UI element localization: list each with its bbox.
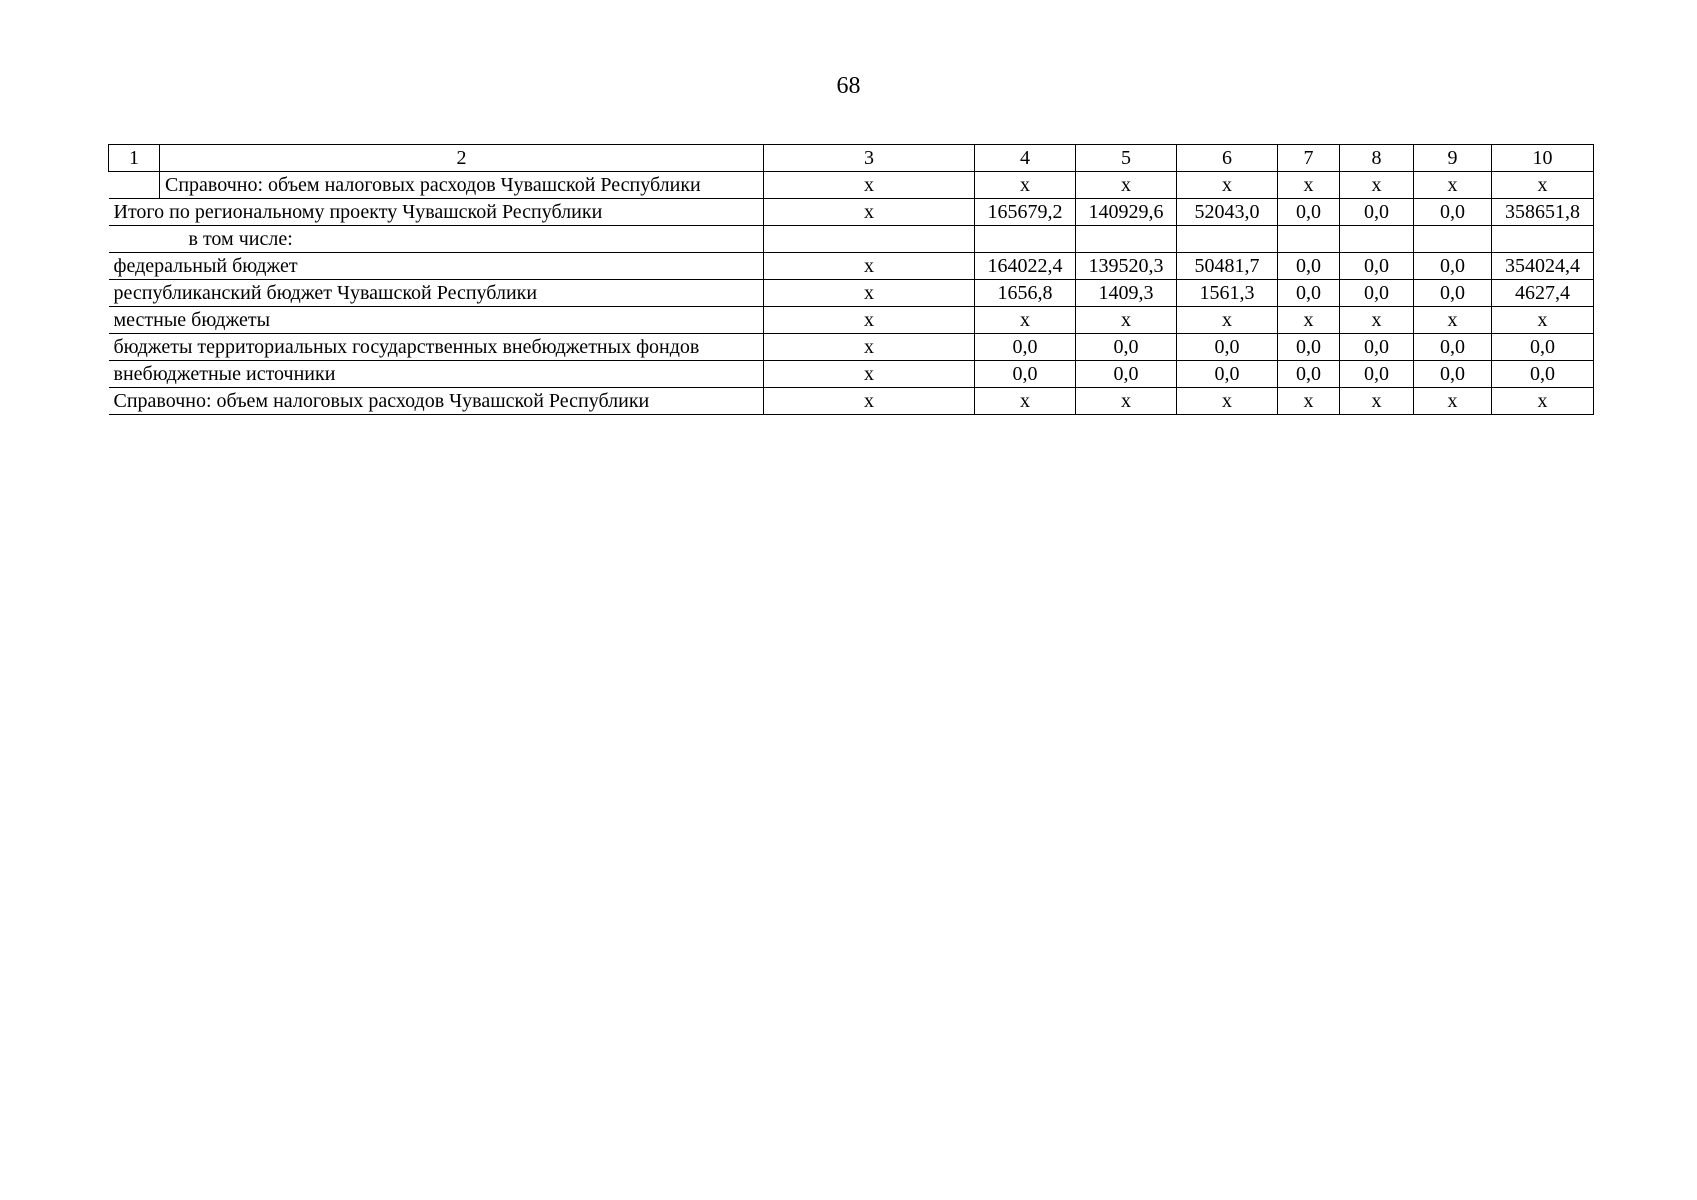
row-value: 1656,8 — [975, 280, 1076, 307]
header-cell: 7 — [1278, 145, 1340, 172]
header-cell: 1 — [109, 145, 160, 172]
row-value: x — [1340, 307, 1414, 334]
row-value: 50481,7 — [1177, 253, 1278, 280]
header-cell: 2 — [160, 145, 764, 172]
table-row — [109, 199, 1594, 226]
row-value: 0,0 — [1340, 280, 1414, 307]
row-value: x — [1340, 388, 1414, 415]
row-value: x — [764, 280, 975, 307]
row-value: 0,0 — [1340, 199, 1414, 226]
row-value: x — [1076, 307, 1177, 334]
row-value: 0,0 — [1340, 361, 1414, 388]
header-cell: 6 — [1177, 145, 1278, 172]
table-row — [109, 172, 1594, 199]
row-value: 0,0 — [1414, 199, 1492, 226]
row-value: 0,0 — [1278, 361, 1340, 388]
row-value: 0,0 — [1340, 334, 1414, 361]
row-value: 0,0 — [1076, 361, 1177, 388]
row-value — [1414, 226, 1492, 253]
row-value: 0,0 — [1340, 253, 1414, 280]
header-cell: 8 — [1340, 145, 1414, 172]
row-value: x — [1076, 388, 1177, 415]
row-value: x — [1414, 388, 1492, 415]
row-value: x — [1177, 172, 1278, 199]
row-value: x — [1278, 388, 1340, 415]
row-number-cell — [109, 172, 160, 199]
header-cell: 4 — [975, 145, 1076, 172]
row-value: 0,0 — [975, 334, 1076, 361]
row-value — [1076, 226, 1177, 253]
row-value: x — [1177, 307, 1278, 334]
row-value: x — [975, 172, 1076, 199]
row-value: x — [764, 361, 975, 388]
row-value: 0,0 — [1414, 334, 1492, 361]
row-value: x — [764, 199, 975, 226]
table-row — [109, 388, 1594, 415]
row-value: 0,0 — [1414, 361, 1492, 388]
row-value: 165679,2 — [975, 199, 1076, 226]
row-value: 0,0 — [1492, 334, 1594, 361]
row-label: внебюджетные источники — [109, 361, 764, 388]
row-value: 0,0 — [1414, 280, 1492, 307]
row-value: 354024,4 — [1492, 253, 1594, 280]
row-value: x — [1414, 172, 1492, 199]
row-value: 358651,8 — [1492, 199, 1594, 226]
table-row — [109, 307, 1594, 334]
row-value: 139520,3 — [1076, 253, 1177, 280]
row-value: 0,0 — [1492, 361, 1594, 388]
table-row — [109, 361, 1594, 388]
header-cell: 10 — [1492, 145, 1594, 172]
row-value: x — [1492, 388, 1594, 415]
row-value: 0,0 — [1278, 199, 1340, 226]
budget-table — [108, 144, 1594, 415]
header-cell: 9 — [1414, 145, 1492, 172]
header-cell: 3 — [764, 145, 975, 172]
row-value: x — [764, 334, 975, 361]
row-value: x — [764, 253, 975, 280]
row-value — [975, 226, 1076, 253]
row-value: 1561,3 — [1177, 280, 1278, 307]
table-row — [109, 334, 1594, 361]
row-value: x — [975, 388, 1076, 415]
row-value: x — [1340, 172, 1414, 199]
row-value: x — [1278, 307, 1340, 334]
table-row — [109, 253, 1594, 280]
row-value — [764, 226, 975, 253]
row-value: 0,0 — [1177, 361, 1278, 388]
row-label: Справочно: объем налоговых расходов Чувашской Республики — [160, 172, 764, 199]
row-label: бюджеты территориальных государственных внебюджетных фондов — [109, 334, 764, 361]
row-value: x — [1492, 172, 1594, 199]
table-row — [109, 280, 1594, 307]
table-row — [109, 226, 1594, 253]
row-value: 52043,0 — [1177, 199, 1278, 226]
row-label: в том числе: — [109, 226, 764, 253]
row-label: местные бюджеты — [109, 307, 764, 334]
row-value: x — [1278, 172, 1340, 199]
row-value: x — [764, 388, 975, 415]
row-value: x — [764, 172, 975, 199]
row-label: республиканский бюджет Чувашской Республики — [109, 280, 764, 307]
row-value — [1177, 226, 1278, 253]
row-value: 0,0 — [1278, 253, 1340, 280]
row-value: x — [975, 307, 1076, 334]
row-value: 0,0 — [1278, 334, 1340, 361]
row-value: x — [1177, 388, 1278, 415]
row-value: 1409,3 — [1076, 280, 1177, 307]
row-value: 140929,6 — [1076, 199, 1177, 226]
row-value: 0,0 — [975, 361, 1076, 388]
row-value — [1492, 226, 1594, 253]
header-cell: 5 — [1076, 145, 1177, 172]
row-value — [1340, 226, 1414, 253]
row-value: x — [764, 307, 975, 334]
row-value: 0,0 — [1076, 334, 1177, 361]
row-value: x — [1076, 172, 1177, 199]
row-value — [1278, 226, 1340, 253]
row-value: 0,0 — [1278, 280, 1340, 307]
row-label: Справочно: объем налоговых расходов Чувашской Республики — [109, 388, 764, 415]
row-value: x — [1492, 307, 1594, 334]
row-value: 4627,4 — [1492, 280, 1594, 307]
row-value: 164022,4 — [975, 253, 1076, 280]
row-value: 0,0 — [1177, 334, 1278, 361]
row-value: x — [1414, 307, 1492, 334]
row-value: 0,0 — [1414, 253, 1492, 280]
page-number: 68 — [836, 73, 861, 99]
row-label: федеральный бюджет — [109, 253, 764, 280]
row-label: Итого по региональному проекту Чувашской Республики — [109, 199, 764, 226]
table-header-row — [109, 145, 1594, 172]
